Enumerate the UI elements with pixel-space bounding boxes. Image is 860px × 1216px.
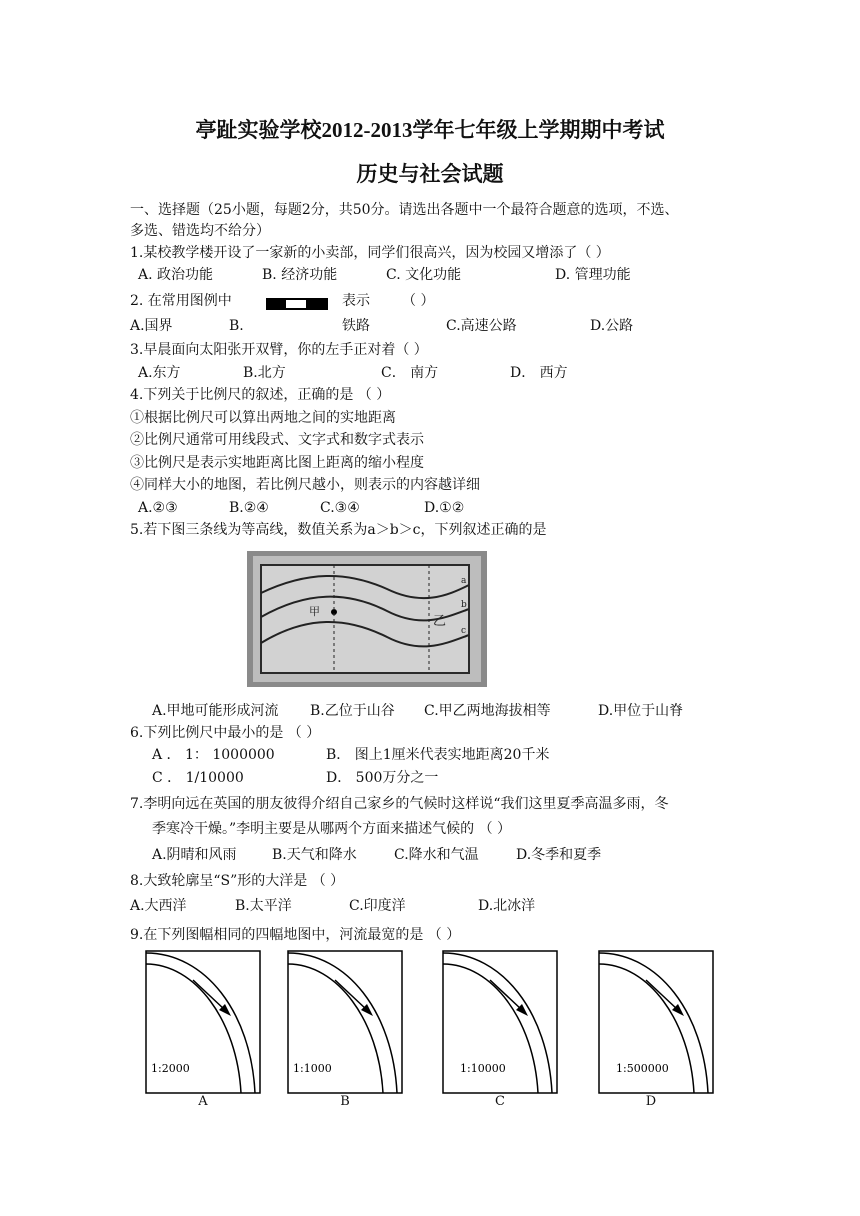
label-yi: 乙 (433, 614, 447, 629)
q3-option-a: A.东方 (138, 365, 181, 381)
q6-stem: 6.下列比例尺中最小的是 （ ） (130, 725, 321, 741)
q1-stem: 1.某校教学楼开设了一家新的小卖部，同学们很高兴，因为校园又增添了（ ） (130, 245, 610, 261)
exam-subtitle: 历史与社会试题 (356, 161, 504, 186)
map-b-scale: 1:1000 (293, 1062, 332, 1075)
q3-option-d: D． 西方 (510, 365, 568, 381)
q4-option-b: B.②④ (229, 500, 269, 516)
q3-stem: 3.早晨面向太阳张开双臂，你的左手正对着（ ） (130, 342, 428, 358)
q4-statement-4: ④同样大小的地图，若比例尺越小，则表示的内容越详细 (130, 477, 480, 493)
q7-stem-line2: 季寒冷干燥。”李明主要是从哪两个方面来描述气候的 （ ） (152, 821, 512, 837)
q2-option-a: A.国界 (130, 318, 173, 334)
q1-option-b: B. 经济功能 (262, 267, 338, 283)
q2-stem-start: 2. 在常用图例中 (130, 293, 232, 309)
q8-option-a: A.大西洋 (130, 898, 187, 914)
q1-option-d: D. 管理功能 (555, 267, 631, 283)
q8-option-d: D.北冰洋 (478, 898, 536, 914)
q8-option-b: B.太平洋 (235, 898, 292, 914)
q6-option-d: D． 500万分之一 (326, 770, 439, 786)
q4-stem: 4.下列关于比例尺的叙述，正确的是 （ ） (130, 387, 391, 403)
q2-option-c: C.高速公路 (446, 318, 517, 334)
q8-option-c: C.印度洋 (349, 898, 406, 914)
q1-option-a: A. 政治功能 (138, 267, 214, 283)
label-jia: 甲 (309, 605, 320, 618)
q5-option-b: B.乙位于山谷 (310, 703, 395, 719)
q3-option-c: C． 南方 (381, 365, 439, 381)
q4-statement-2: ②比例尺通常可用线段式、文字式和数字式表示 (130, 432, 424, 448)
q6-option-a: A ． 1： 1000000 (152, 747, 275, 763)
map-c-scale: 1:10000 (460, 1062, 506, 1075)
q3-option-b: B.北方 (243, 365, 286, 381)
q7-option-c: C.降水和气温 (394, 847, 479, 863)
q6-option-c: C ． 1/10000 (152, 770, 244, 786)
q4-option-a: A.②③ (138, 500, 178, 516)
river-map-a (145, 950, 261, 1094)
exam-title: 亭趾实验学校2012-2013学年七年级上学期期中考试 (195, 118, 665, 142)
q2-option-b: B. (229, 318, 244, 334)
q4-statement-1: ①根据比例尺可以算出两地之间的实地距离 (130, 410, 396, 426)
map-d-scale: 1:500000 (616, 1062, 669, 1075)
railway-legend-icon (266, 298, 328, 310)
q5-option-d: D.甲位于山脊 (598, 703, 684, 719)
section-instructions-line1: 一、选择题（25小题，每题2分，共50分。请选出各题中一个最符合题意的选项，不选、 (130, 202, 679, 218)
map-a-caption: A (198, 1094, 208, 1109)
q9-stem: 9.在下列图幅相同的四幅地图中，河流最宽的是 （ ） (130, 927, 461, 943)
label-a: a (461, 576, 467, 586)
q7-option-b: B.天气和降水 (272, 847, 357, 863)
label-b: b (461, 600, 467, 610)
q4-option-c: C.③④ (320, 500, 360, 516)
q5-stem: 5.若下图三条线为等高线，数值关系为a＞b＞c，下列叙述正确的是 (130, 522, 547, 538)
q6-option-b: B． 图上1厘米代表实地距离20千米 (326, 747, 550, 763)
q2-answer-bracket: （ ） (402, 293, 435, 309)
river-map-d (598, 950, 714, 1094)
map-a-scale: 1:2000 (151, 1062, 190, 1075)
q1-option-c: C. 文化功能 (386, 267, 462, 283)
q5-option-c: C.甲乙两地海拔相等 (424, 703, 551, 719)
q7-option-d: D.冬季和夏季 (516, 847, 602, 863)
q8-stem: 8.大致轮廓呈“S”形的大洋是 （ ） (130, 873, 345, 889)
q2-option-d: D.公路 (590, 318, 634, 334)
q4-statement-3: ③比例尺是表示实地距离比图上距离的缩小程度 (130, 455, 424, 471)
q7-stem-line1: 7.李明向远在英国的朋友彼得介绍自己家乡的气候时这样说“我们这里夏季高温多雨，冬 (130, 796, 669, 812)
map-b-caption: B (340, 1094, 350, 1109)
q2-option-b-text: 铁路 (342, 318, 370, 334)
q2-stem-middle: 表示 (342, 293, 370, 309)
q5-option-a: A.甲地可能形成河流 (152, 703, 279, 719)
label-c: c (461, 626, 467, 636)
river-map-b (287, 950, 403, 1094)
map-d-caption: D (645, 1094, 657, 1109)
river-map-c (442, 950, 558, 1094)
contour-map-figure (247, 551, 487, 687)
q7-option-a: A.阴晴和风雨 (152, 847, 237, 863)
map-c-caption: C (495, 1094, 505, 1109)
q4-option-d: D.①② (424, 500, 465, 516)
section-instructions-line2: 多选、错选均不给分） (130, 223, 270, 239)
